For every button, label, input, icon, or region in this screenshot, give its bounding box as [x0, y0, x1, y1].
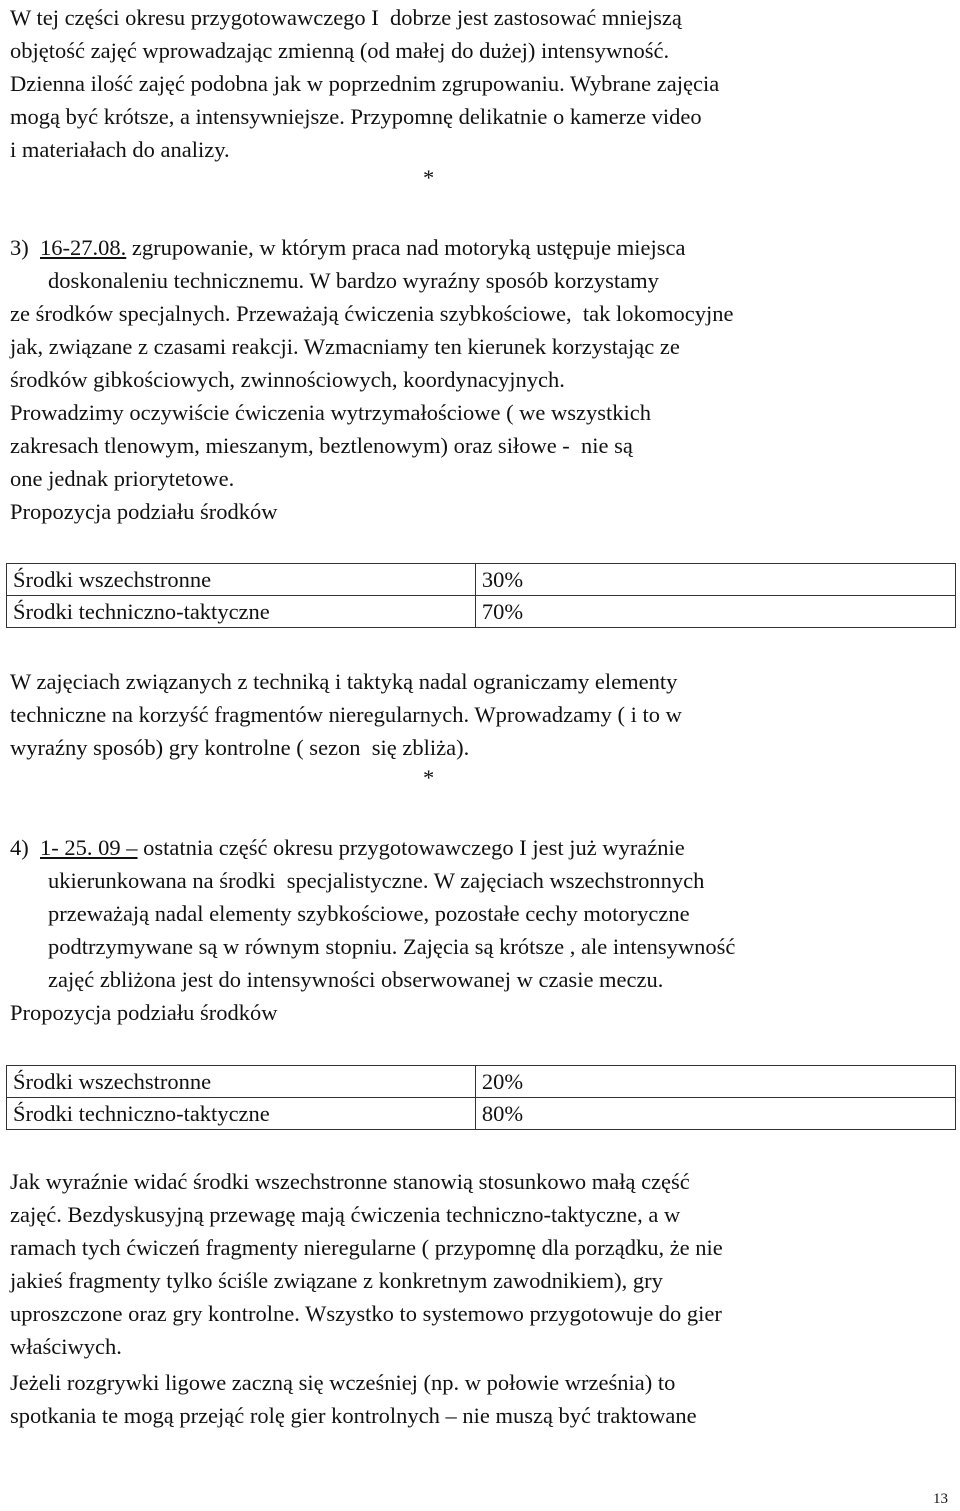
section-4-indented-line: ukierunkowana na środki specjalistyczne. W zajęciach wszechstronnych — [48, 868, 705, 893]
allocation-value: 80% — [475, 1098, 955, 1130]
section-3-line: Prowadzimy oczywiście ćwiczenia wytrzymałościowe ( we wszystkich — [10, 400, 652, 425]
section-3-line: zakresach tlenowym, mieszanym, beztlenowym) oraz siłowe - nie są — [10, 433, 633, 458]
section-4-date: 1- 25. 09 – — [40, 835, 138, 860]
section-separator-asterisk: * — [423, 165, 435, 190]
intro-line: W tej części okresu przygotowawczego I dobrze jest zastosować mniejszą — [10, 5, 682, 30]
section-3-first-line: zgrupowanie, w którym praca nad motoryką ustępuje miejsca — [126, 235, 686, 260]
section-3-after-line: W zajęciach związanych z techniką i taktyką nadal ograniczamy elementy — [10, 669, 678, 694]
section-4-after-line: właściwych. — [10, 1334, 122, 1359]
table-row — [7, 564, 956, 596]
intro-line: i materiałach do analizy. — [10, 137, 230, 162]
allocation-label: Środki techniczno-taktyczne — [7, 596, 476, 628]
allocation-value: 20% — [475, 1066, 955, 1098]
section-separator-asterisk: * — [423, 765, 435, 790]
allocation-label: Środki wszechstronne — [7, 564, 476, 596]
section-3-line: jak, związane z czasami reakcji. Wzmacniamy ten kierunek korzystając ze — [10, 334, 680, 359]
section-4-number: 4) — [10, 835, 29, 860]
section-3-line: środków gibkościowych, zwinnościowych, koordynacyjnych. — [10, 367, 565, 392]
section-4-after-line: spotkania te mogą przejąć rolę gier kontrolnych – nie muszą być traktowane — [10, 1403, 697, 1428]
section-4-after-line: uproszczone oraz gry kontrolne. Wszystko to systemowo przygotowuje do gier — [10, 1301, 722, 1326]
intro-line: Dzienna ilość zajęć podobna jak w poprzednim zgrupowaniu. Wybrane zajęcia — [10, 71, 720, 96]
section-3-line: ze środków specjalnych. Przeważają ćwiczenia szybkościowe, tak lokomocyjne — [10, 301, 734, 326]
section-4-after-line: Jeżeli rozgrywki ligowe zaczną się wcześniej (np. w połowie września) to — [10, 1370, 676, 1395]
section-3-proposal-heading: Propozycja podziału środków — [10, 499, 278, 524]
section-4-after-line: jakieś fragmenty tylko ściśle związane z konkretnym zawodnikiem), gry — [10, 1268, 663, 1293]
intro-line: objętość zajęć wprowadzając zmienną (od małej do dużej) intensywność. — [10, 38, 670, 63]
section-4-allocation-table — [6, 1065, 956, 1130]
intro-line: mogą być krótsze, a intensywniejsze. Przypomnę delikatnie o kamerze video — [10, 104, 702, 129]
section-4-indented-line: podtrzymywane są w równym stopniu. Zajęcia są krótsze , ale intensywność — [48, 934, 736, 959]
section-3-line: one jednak priorytetowe. — [10, 466, 235, 491]
section-4-indented-line: przeważają nadal elementy szybkościowe, pozostałe cechy motoryczne — [48, 901, 690, 926]
allocation-value: 70% — [475, 596, 955, 628]
section-4-after-line: zajęć. Bezdyskusyjną przewagę mają ćwiczenia techniczno-taktyczne, a w — [10, 1202, 681, 1227]
section-3-heading-line — [10, 234, 685, 262]
section-4-heading-line — [10, 834, 685, 862]
section-4-after-line: Jak wyraźnie widać środki wszechstronne stanowią stosunkowo małą część — [10, 1169, 690, 1194]
table-row — [7, 1098, 956, 1130]
section-4-indented-line: zajęć zbliżona jest do intensywności obserwowanej w czasie meczu. — [48, 967, 664, 992]
section-3-after-line: techniczne na korzyść fragmentów nieregularnych. Wprowadzamy ( i to w — [10, 702, 682, 727]
allocation-label: Środki wszechstronne — [7, 1066, 476, 1098]
section-3-indented-line: doskonaleniu technicznemu. W bardzo wyraźny sposób korzystamy — [48, 268, 659, 293]
section-3-number: 3) — [10, 235, 29, 260]
section-3-date: 16-27.08. — [40, 235, 127, 260]
allocation-value: 30% — [475, 564, 955, 596]
table-row — [7, 1066, 956, 1098]
section-3-allocation-table — [6, 563, 956, 628]
section-4-proposal-heading: Propozycja podziału środków — [10, 1000, 278, 1025]
table-row — [7, 596, 956, 628]
allocation-label: Środki techniczno-taktyczne — [7, 1098, 476, 1130]
page-number: 13 — [933, 1491, 948, 1507]
section-4-after-line: ramach tych ćwiczeń fragmenty nieregularne ( przypomnę dla porządku, że nie — [10, 1235, 723, 1260]
section-4-first-line: ostatnia część okresu przygotowawczego I jest już wyraźnie — [137, 835, 685, 860]
section-3-after-line: wyraźny sposób) gry kontrolne ( sezon się zbliża). — [10, 735, 470, 760]
